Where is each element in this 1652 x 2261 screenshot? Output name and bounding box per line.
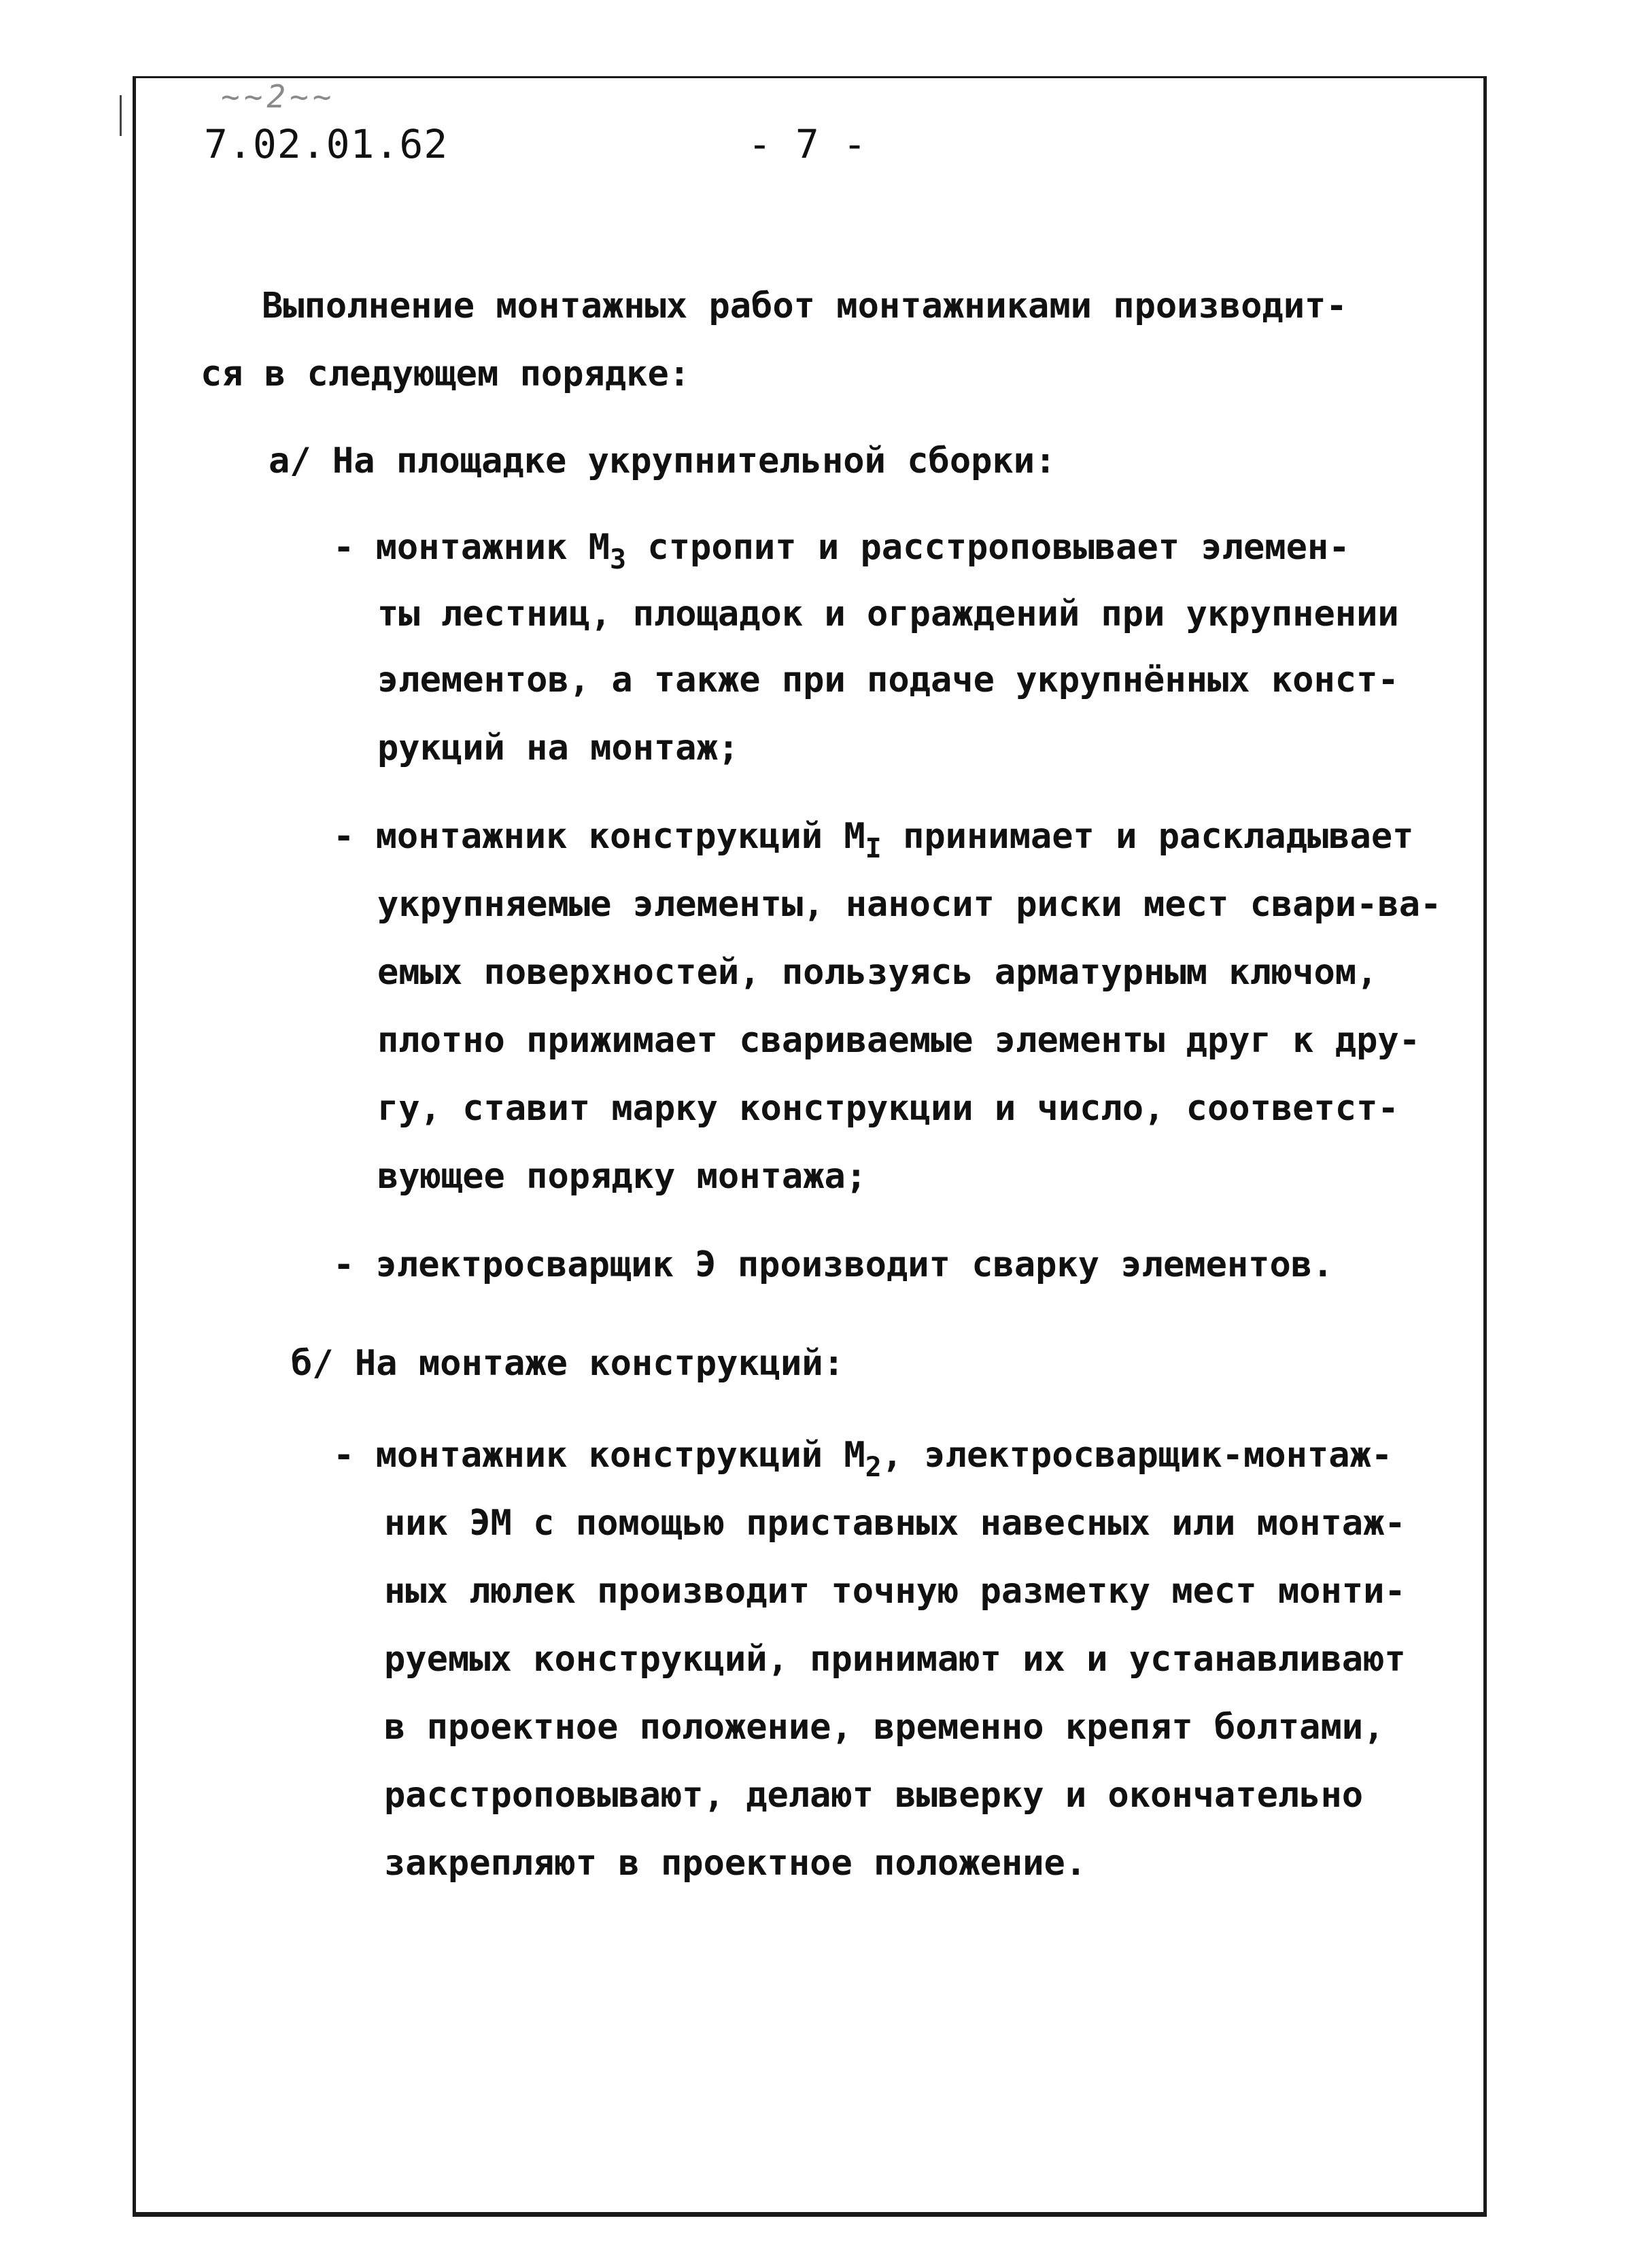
text-fragment: стропит и расстроповывает элемен- [626,527,1350,568]
section-a-item2-line3: емых поверхностей, пользуясь арматурным ключом, [377,952,1378,993]
section-a-item2-line5: гу, ставит марку конструкции и число, соответст- [377,1088,1399,1129]
subscript: I [865,833,882,864]
section-b-item1-line4: руемых конструкций, принимают их и устанавливают [384,1639,1406,1680]
section-a-item1-line2: ты лестниц, площадок и ограждений при укрупнении [377,594,1399,634]
section-b-item1-line7: закрепляют в проектное положение. [384,1843,1087,1884]
page-frame [133,76,1487,2217]
section-a-heading: а/ На площадке укрупнительной сборки: [269,441,1056,481]
text-fragment: принимает и раскладывает [881,816,1414,857]
intro-line-2: ся в следующем порядке: [201,354,691,394]
text-fragment: - монтажник М [333,527,610,568]
text-fragment: - монтажник конструкций М [333,816,865,857]
page-number: - 7 - [748,121,867,167]
section-b-heading: б/ На монтаже конструкций: [291,1343,844,1384]
faint-stamp: ~~2~~ [221,78,336,115]
section-b-item1-line6: расстроповывают, делают выверку и окончательно [384,1775,1364,1816]
section-a-item2-line6: вующее порядку монтажа; [377,1156,867,1197]
text-fragment: , электросварщик-монтаж- [881,1435,1393,1476]
section-b-item1-line3: ных люлек производит точную разметку мест монти- [384,1571,1406,1612]
text-fragment: - монтажник конструкций М [333,1435,865,1476]
subscript: 3 [610,544,627,575]
document-code: 7.02.01.62 [204,121,449,167]
section-a-item1-line3: элементов, а также при подаче укрупнённых конст- [377,660,1399,700]
section-a-item1-line4: рукций на монтаж; [377,728,740,768]
section-b-item1-line1 [333,1435,1393,1483]
section-b-item1-line2: ник ЭМ с помощью приставных навесных или монтаж- [384,1503,1406,1544]
section-a-item3-line1: - электросварщик Э производит сварку элементов. [333,1244,1334,1285]
intro-line-1: Выполнение монтажных работ монтажниками производит- [262,286,1347,326]
section-b-item1-line5: в проектное положение, временно крепят болтами, [384,1707,1385,1748]
section-a-item2-line2: укрупняемые элементы, наносит риски мест свари-ва- [377,884,1442,925]
section-a-item1-line1 [333,527,1350,575]
section-a-item2-line1 [333,816,1414,864]
section-a-item2-line4: плотно прижимает свариваемые элементы друг к дру- [377,1020,1421,1061]
subscript: 2 [865,1452,882,1483]
scan-edge-mark [120,95,122,136]
